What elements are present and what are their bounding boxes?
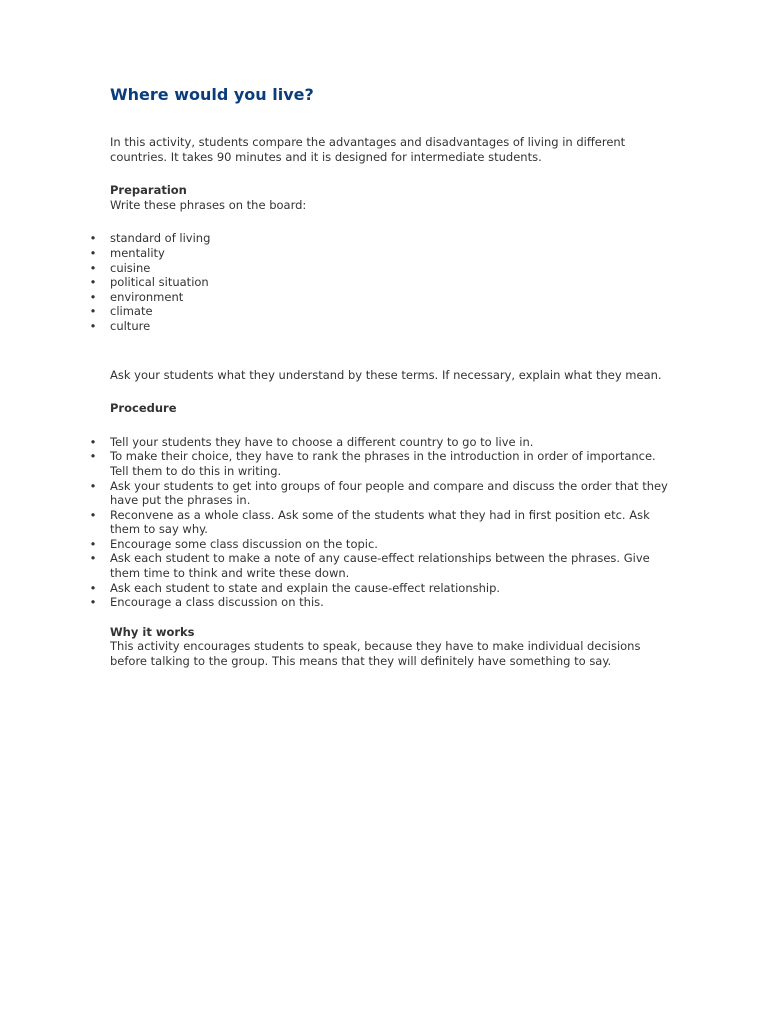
bullet-icon: • <box>89 478 97 493</box>
list-item <box>89 260 670 276</box>
list-item-text: mentality <box>110 245 165 260</box>
page-title: Where would you live? <box>110 85 314 104</box>
preparation-text: Write these phrases on the board: <box>110 197 307 212</box>
list-item-text: culture <box>110 318 151 333</box>
list-item-text: environment <box>110 289 184 304</box>
why-it-works-heading: Why it works <box>110 624 195 639</box>
bullet-icon: • <box>89 318 97 333</box>
list-item <box>89 434 670 450</box>
list-item-text: political situation <box>110 275 209 290</box>
ask-paragraph: Ask your students what they understand by these terms. If necessary, explain what they mean. <box>110 367 662 382</box>
list-item <box>89 551 670 581</box>
list-item <box>89 478 670 508</box>
list-item-text: To make their choice, they have to rank the phrases in the introduction in order of importance. Tell them to do this in writing. <box>110 449 656 478</box>
document-page <box>89 84 670 669</box>
list-item-text: Encourage some class discussion on the topic. <box>110 536 378 551</box>
bullet-icon: • <box>89 434 97 449</box>
list-item-text: climate <box>110 304 153 319</box>
bullet-icon: • <box>89 260 97 275</box>
bullet-icon: • <box>89 580 97 595</box>
list-item <box>89 595 670 610</box>
list-item <box>89 231 670 246</box>
bullet-icon: • <box>89 507 97 522</box>
bullet-icon: • <box>89 245 97 260</box>
list-item-text: Ask your students to get into groups of four people and compare and discuss the order that they have put the phrases in. <box>110 478 668 508</box>
list-item <box>89 289 670 305</box>
bullet-icon: • <box>89 289 97 304</box>
list-item-text: cuisine <box>110 260 151 275</box>
why-it-works-section <box>110 625 670 669</box>
list-item <box>89 304 670 319</box>
list-item <box>89 245 670 261</box>
list-item <box>89 580 670 596</box>
procedure-list <box>89 434 670 610</box>
intro-paragraph: In this activity, students compare the advantages and disadvantages of living in different countries. It takes 90 minutes and it is designed for intermediate students. <box>110 135 626 164</box>
list-item-text: Ask each student to state and explain the cause-effect relationship. <box>110 580 501 595</box>
preparation-section <box>110 183 670 212</box>
list-item-text: standard of living <box>110 231 211 246</box>
bullet-icon: • <box>89 551 97 566</box>
list-item <box>89 507 670 537</box>
list-item <box>89 536 670 552</box>
list-item-text: Ask each student to make a note of any cause-effect relationships between the phrases. Give them time to think and write these down. <box>110 551 650 581</box>
preparation-heading: Preparation <box>110 183 187 198</box>
list-item <box>89 449 670 478</box>
procedure-heading: Procedure <box>110 401 177 416</box>
bullet-icon: • <box>89 231 97 246</box>
list-item-text: Reconvene as a whole class. Ask some of the students what they had in first position etc. Ask them to say why. <box>110 507 650 537</box>
bullet-icon: • <box>89 275 97 290</box>
why-it-works-text: This activity encourages students to speak, because they have to make individual decisions before talking to the group. This means that they will definitely have something to say. <box>110 639 641 669</box>
bullet-icon: • <box>89 595 97 610</box>
bullet-icon: • <box>89 304 97 319</box>
preparation-list <box>89 231 670 333</box>
list-item-text: Tell your students they have to choose a different country to go to live in. <box>110 434 534 449</box>
bullet-icon: • <box>89 449 97 464</box>
list-item <box>89 275 670 290</box>
list-item-text: Encourage a class discussion on this. <box>110 595 324 610</box>
list-item <box>89 318 670 334</box>
bullet-icon: • <box>89 536 97 551</box>
